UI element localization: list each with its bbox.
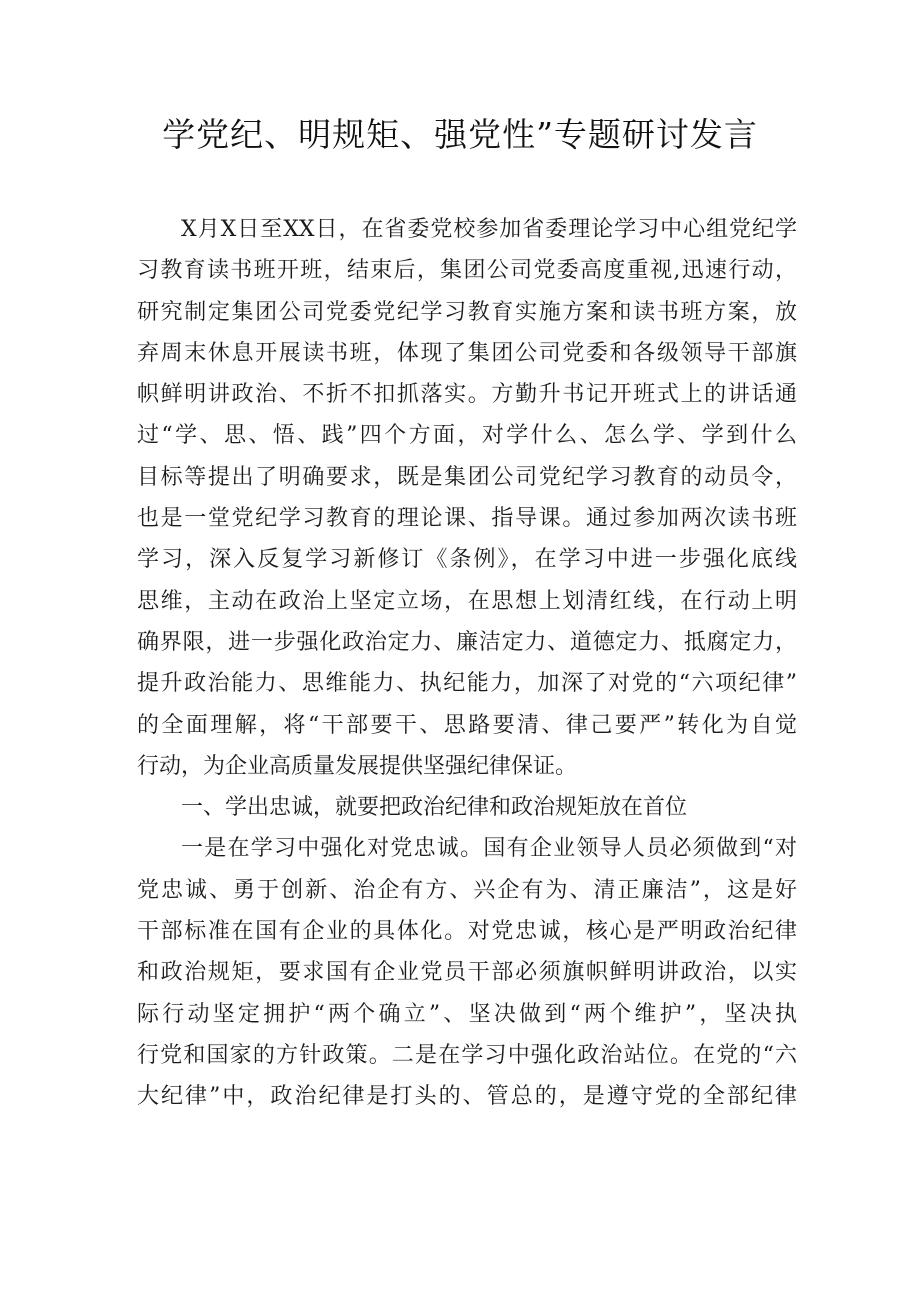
- text-line: 弃周末休息开展读书班，体现了集团公司党委和各级领导干部旗: [137, 340, 797, 366]
- text-line: 学习，深入反复学习新修订《条例》，在学习中进一步强化底线: [137, 547, 797, 573]
- text-line: 大纪律”中，政治纪律是打头的、管总的，是遵守党的全部纪律: [137, 1084, 797, 1110]
- text-line: 提升政治能力、思维能力、执纪能力，加深了对党的“六项纪律”: [137, 671, 797, 697]
- text-line: 目标等提出了明确要求，既是集团公司党纪学习教育的动员令，: [137, 464, 797, 490]
- text-line: 也是一堂党纪学习教育的理论课、指导课。通过参加两次读书班: [137, 506, 797, 532]
- text-line: 过“学、思、悟、践”四个方面，对学什么、怎么学、学到什么: [137, 423, 797, 449]
- text-line: 际行动坚定拥护“两个确立”、坚决做到“两个维护”，坚决执: [137, 1001, 797, 1027]
- text-line: 干部标准在国有企业的具体化。对党忠诚，核心是严明政治纪律: [137, 919, 797, 945]
- text-line: 行党和国家的方针政策。二是在学习中强化政治站位。在党的“六: [137, 1042, 797, 1068]
- section-heading: 一、学出忠诚，就要把政治纪律和政治规矩放在首位: [181, 795, 688, 821]
- document-body: [137, 209, 797, 1118]
- text-line: X月X日至XX日，在省委党校参加省委理论学习中心组党纪学: [181, 217, 797, 242]
- text-line: 的全面理解，将“干部要干、思路要清、律己要严”转化为自觉: [137, 712, 797, 738]
- text-line: 思维，主动在政治上坚定立场，在思想上划清红线，在行动上明: [137, 588, 797, 614]
- text-line: 党忠诚、勇于创新、治企有方、兴企有为、清正廉洁”，这是好: [137, 877, 797, 903]
- text-line: 确界限，进一步强化政治定力、廉洁定力、道德定力、抵腐定力，: [137, 629, 797, 655]
- text-line: 和政治规矩，要求国有企业党员干部必须旗帜鲜明讲政治，以实: [137, 960, 797, 986]
- text-line: 行动，为企业高质量发展提供坚强纪律保证。: [137, 753, 578, 779]
- text-line: 习教育读书班开班，结束后，集团公司党委高度重视,迅速行动，: [137, 258, 797, 284]
- text-line: 研究制定集团公司党委党纪学习教育实施方案和读书班方案，放: [137, 299, 797, 325]
- text-line: 帜鲜明讲政治、不折不扣抓落实。方勤升书记开班式上的讲话通: [137, 382, 797, 408]
- text-line: 一是在学习中强化对党忠诚。国有企业领导人员必须做到“对: [181, 836, 797, 862]
- document-title: 学党纪、明规矩、强党性”专题研讨发言: [162, 115, 758, 154]
